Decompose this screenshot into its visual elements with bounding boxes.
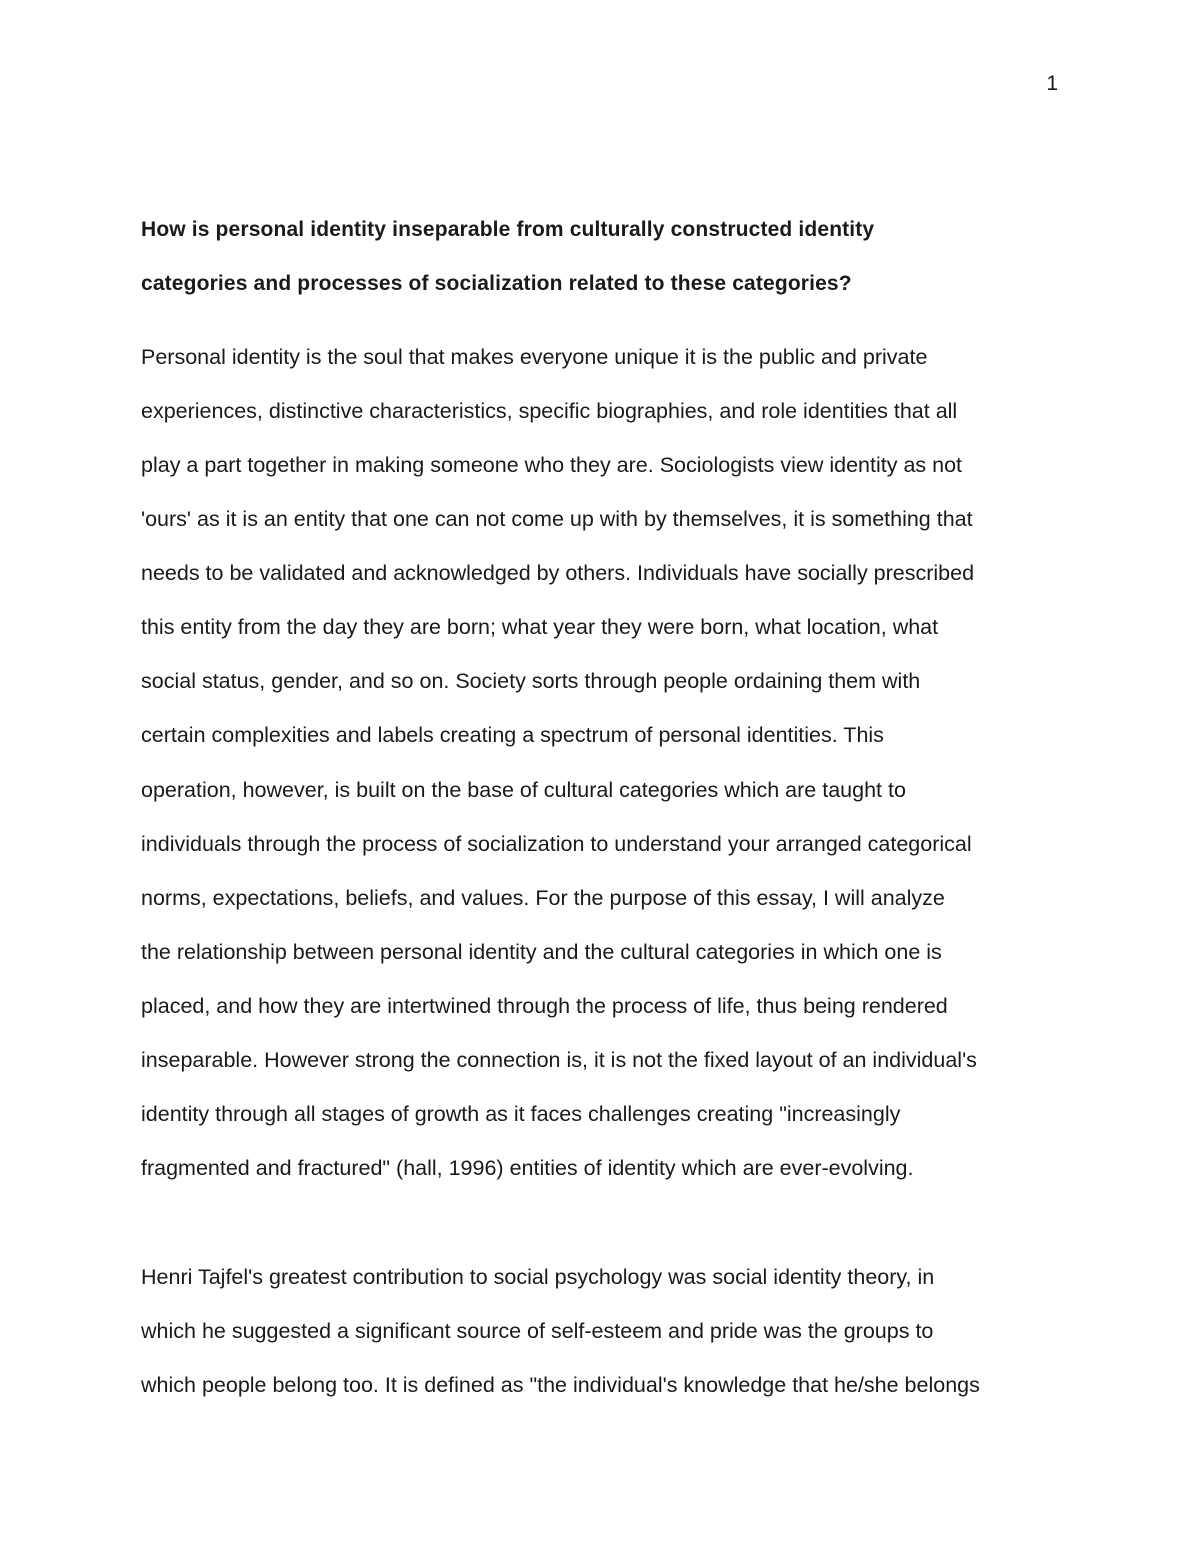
paragraph-line: which people belong too. It is defined as "the individual's knowledge that he/she belongs bbox=[141, 1373, 980, 1397]
page-number: 1 bbox=[1046, 72, 1058, 95]
paragraph-line: Personal identity is the soul that makes everyone unique it is the public and private bbox=[141, 345, 928, 369]
paragraph-line: norms, expectations, beliefs, and values. For the purpose of this essay, I will analyze bbox=[141, 886, 945, 910]
paragraph-line: certain complexities and labels creating a spectrum of personal identities. This bbox=[141, 723, 884, 747]
heading-line: How is personal identity inseparable from culturally constructed identity bbox=[141, 218, 875, 241]
paragraph-line: experiences, distinctive characteristics, specific biographies, and role identities that all bbox=[141, 399, 958, 423]
paragraph-line: individuals through the process of socialization to understand your arranged categorical bbox=[141, 832, 972, 856]
paragraph-line: the relationship between personal identity and the cultural categories in which one is bbox=[141, 940, 942, 964]
paragraph-line: fragmented and fractured" (hall, 1996) entities of identity which are ever-evolving. bbox=[141, 1156, 914, 1180]
paragraph-line: this entity from the day they are born; what year they were born, what location, what bbox=[141, 615, 939, 639]
paragraph-line: identity through all stages of growth as it faces challenges creating "increasingly bbox=[141, 1102, 901, 1126]
paragraph-line: which he suggested a significant source of self-esteem and pride was the groups to bbox=[141, 1319, 934, 1343]
paragraph-line: 'ours' as it is an entity that one can not come up with by themselves, it is something that bbox=[141, 507, 973, 531]
paragraph-line: inseparable. However strong the connection is, it is not the fixed layout of an individual's bbox=[141, 1048, 977, 1072]
heading-line: categories and processes of socialization related to these categories? bbox=[141, 272, 852, 295]
paragraph-line: placed, and how they are intertwined through the process of life, thus being rendered bbox=[141, 994, 948, 1018]
paragraph-line: play a part together in making someone who they are. Sociologists view identity as not bbox=[141, 453, 963, 477]
paragraph-line: operation, however, is built on the base of cultural categories which are taught to bbox=[141, 778, 906, 802]
paragraph-line: social status, gender, and so on. Society sorts through people ordaining them with bbox=[141, 669, 921, 693]
paragraph-line: needs to be validated and acknowledged by others. Individuals have socially prescribed bbox=[141, 561, 975, 585]
paragraph-line: Henri Tajfel's greatest contribution to social psychology was social identity theory, in bbox=[141, 1265, 935, 1289]
